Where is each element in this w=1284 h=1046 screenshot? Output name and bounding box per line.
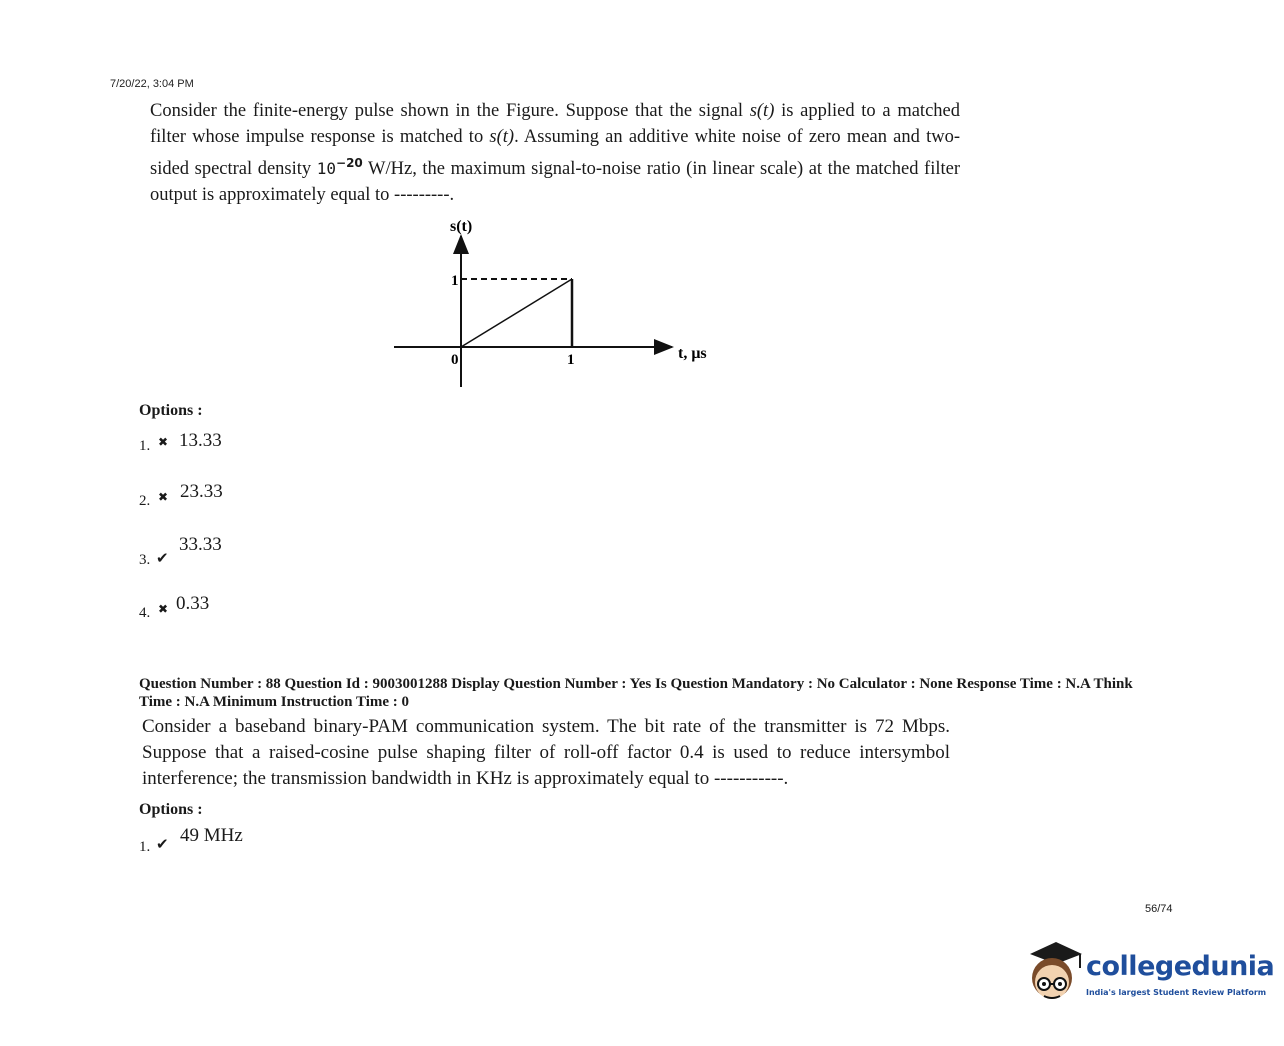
question-1-text: Consider the finite-energy pulse shown in the Figure. Suppose that the signal s(t) is applied to a matched filter whose impulse response is matched to s(t). Assuming an additive white noise of zero mean and two-sided spectral density $10^{-20}$ W/Hz, the maximum signal-to-noise ratio (in linear scale) at the matched filter output is approximately equal to ---------. (150, 101, 960, 206)
x-axis-label: t, μs (678, 345, 707, 362)
check-mark-icon: ✔ (156, 835, 169, 853)
question-2-text: Consider a baseband binary-PAM communication system. The bit rate of the transmitter is 72 Mbps. Suppose that a raised-cosine pulse shaping filter of roll-off factor 0.4 is used to reduce intersymbol interference; the transmission bandwidth in KHz is approximately equal to -----------. (142, 716, 950, 789)
print-timestamp: 7/20/22, 3:04 PM (110, 78, 194, 90)
option-number: 4. (139, 605, 151, 621)
option-value: 0.33 (176, 593, 210, 614)
options-heading-q1: Options : (139, 402, 203, 419)
pulse-figure (390, 212, 730, 392)
option-value: 33.33 (179, 534, 222, 555)
wrong-mark-icon: ✖ (158, 435, 169, 449)
mascot-logo-icon (1024, 940, 1084, 1010)
logo-wordmark: collegedunia (1086, 951, 1275, 982)
option-value: 23.33 (180, 481, 223, 502)
check-mark-icon: ✔ (156, 549, 169, 567)
option-number: 1. (139, 839, 151, 855)
option-number: 1. (139, 438, 151, 454)
question-2-metadata: Question Number : 88 Question Id : 9003001288 Display Question Number : Yes Is Question Mandatory : No Calculator : None Response Time : N.A Think Time : N.A Minimum Instruction Time : 0 (139, 676, 1133, 710)
option-number: 2. (139, 493, 151, 509)
option-value: 49 MHz (180, 825, 243, 846)
option-value: 13.33 (179, 430, 222, 451)
x-tick-label: 1 (567, 352, 575, 368)
y-axis-label: s(t) (450, 218, 473, 235)
options-heading-q2: Options : (139, 801, 203, 818)
option-number: 3. (139, 552, 151, 568)
ramp-line (461, 279, 572, 347)
wrong-mark-icon: ✖ (158, 602, 169, 616)
wrong-mark-icon: ✖ (158, 490, 169, 504)
origin-label: 0 (451, 352, 459, 368)
page-number: 56/74 (1145, 903, 1173, 915)
y-tick-label: 1 (451, 273, 459, 289)
logo-tagline: India's largest Student Review Platform (1086, 988, 1267, 997)
